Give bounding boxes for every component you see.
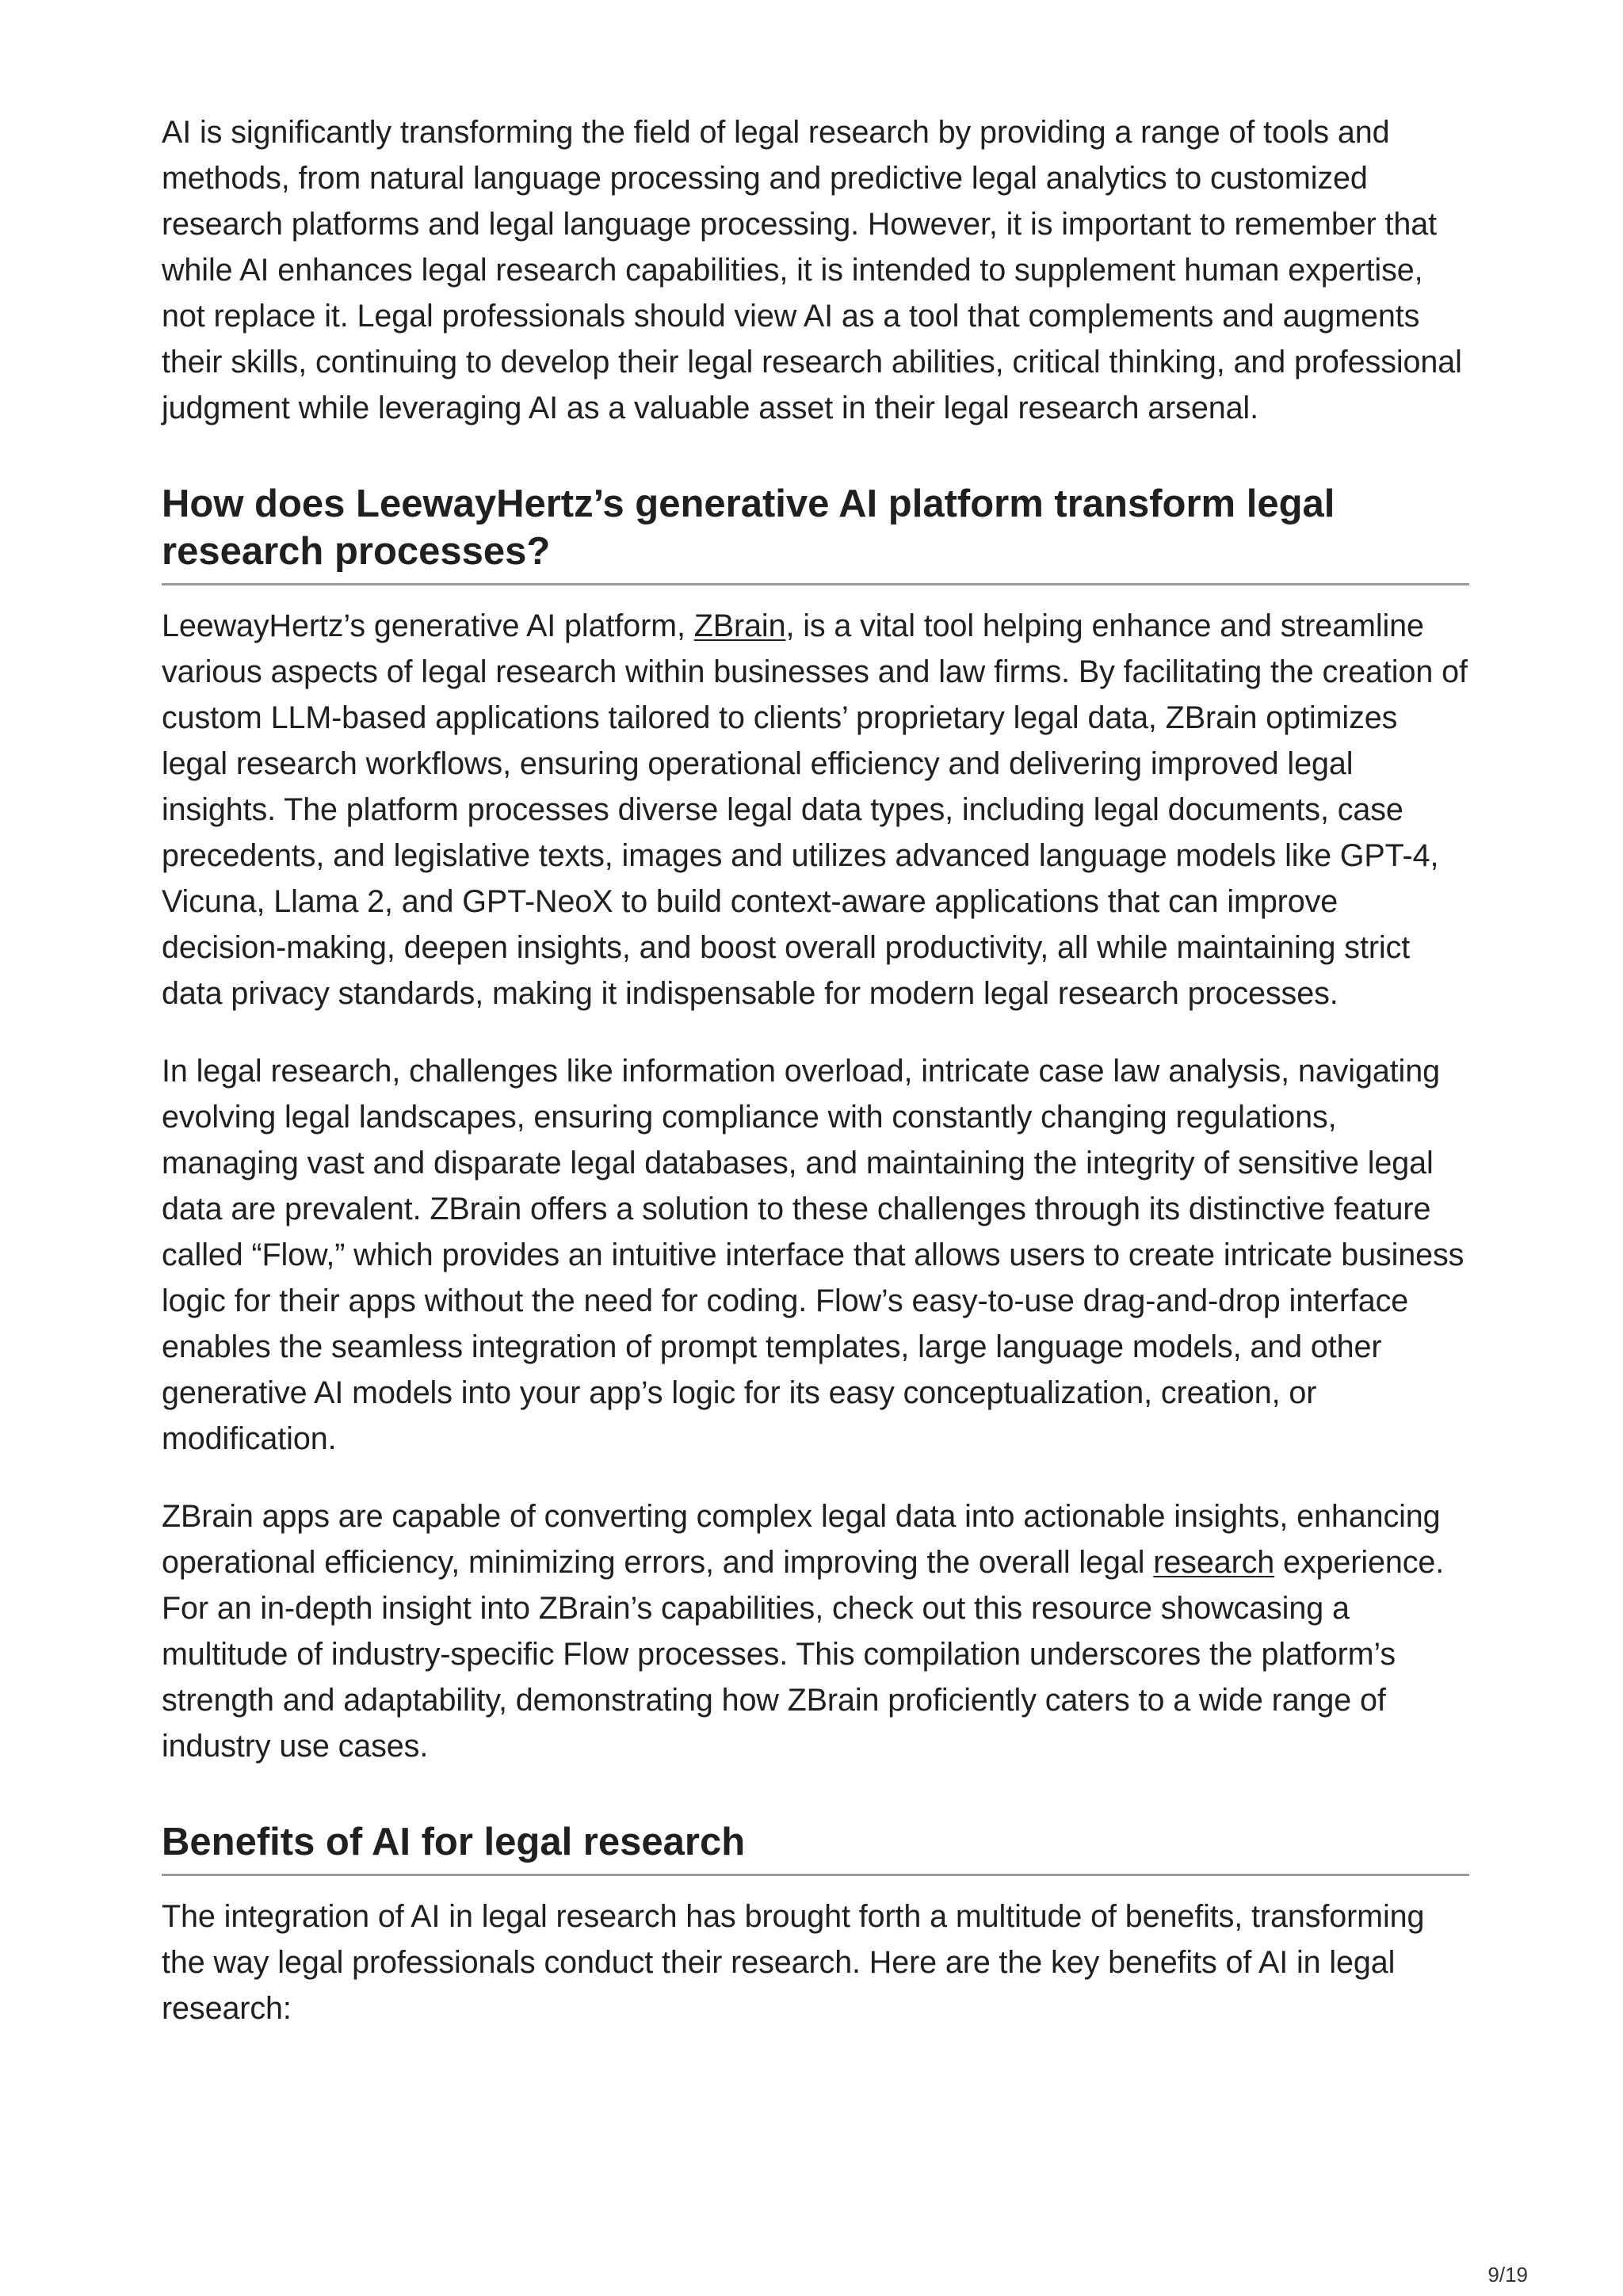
benefits-intro-paragraph: The integration of AI in legal research has brought forth a multitude of benefits, transforming the way legal professionals conduct their research. Here are the key benefits of AI in legal research:	[162, 1899, 1425, 2026]
document-body	[162, 109, 1469, 2063]
zbrain-apps-paragraph	[162, 1493, 1469, 1769]
platform-paragraph	[162, 603, 1469, 1016]
challenges-paragraph: In legal research, challenges like information overload, intricate case law analysis, navigating evolving legal landscapes, ensuring compliance with constantly changing regulations, managing vast and disparate legal databases, and maintaining the integrity of sensitive legal data are prevalent. ZBrain offers a solution to these challenges through its distinctive feature called “Flow,” which provides an intuitive interface that allows users to create intricate business logic for their apps without the need for coding. Flow’s easy-to-use drag-and-drop interface enables the seamless integration of prompt templates, large language models, and other generative AI models into your app’s logic for its easy conceptualization, creation, or modification.	[162, 1054, 1465, 1456]
intro-paragraph: AI is significantly transforming the field of legal research by providing a range of tools and methods, from natural language processing and predictive legal analytics to customized research platforms and legal language processing. However, it is important to remember that while AI enhances legal research capabilities, it is intended to supplement human expertise, not replace it. Legal professionals should view AI as a tool that complements and augments their skills, continuing to develop their legal research abilities, critical thinking, and professional judgment while leveraging AI as a valuable asset in their legal research arsenal.	[162, 115, 1462, 425]
research-link[interactable]: research	[1153, 1545, 1275, 1580]
platform-paragraph-text-start: LeewayHertz’s generative AI platform,	[162, 608, 694, 643]
zbrain-link[interactable]: ZBrain	[693, 608, 786, 643]
zbrain-apps-text-end: experience. For an in-depth insight into ZBrain’s capabilities, check out this resource showcasing a multitude of industry-specific Flow processes. This compilation underscores the platform’s strength and adaptability, demonstrating how ZBrain proficiently caters to a wide range of industry use cases.	[162, 1545, 1445, 1764]
platform-paragraph-text-end: , is a vital tool helping enhance and streamline various aspects of legal research within businesses and law firms. By facilitating the creation of custom LLM-based applications tailored to clients’ proprietary legal data, ZBrain optimizes legal research workflows, ensuring operational efficiency and delivering improved legal insights. The platform processes diverse legal data types, including legal documents, case precedents, and legislative texts, images and utilizes advanced language models like GPT-4, Vicuna, Llama 2, and GPT-NeoX to build context-aware applications that can improve decision-making, deepen insights, and boost overall productivity, all while maintaining strict data privacy standards, making it indispensable for modern legal research processes.	[162, 608, 1468, 1011]
zbrain-apps-text-start: ZBrain apps are capable of converting complex legal data into actionable insights, enhancing operational efficiency, minimizing errors, and improving the overall legal	[162, 1499, 1441, 1580]
section-heading-leewayhertz-platform: How does LeewayHertz’s generative AI platform transform legal research processes?	[162, 480, 1469, 585]
section-heading-benefits: Benefits of AI for legal research	[162, 1818, 1469, 1876]
page-number: 9/19	[1487, 2263, 1528, 2286]
